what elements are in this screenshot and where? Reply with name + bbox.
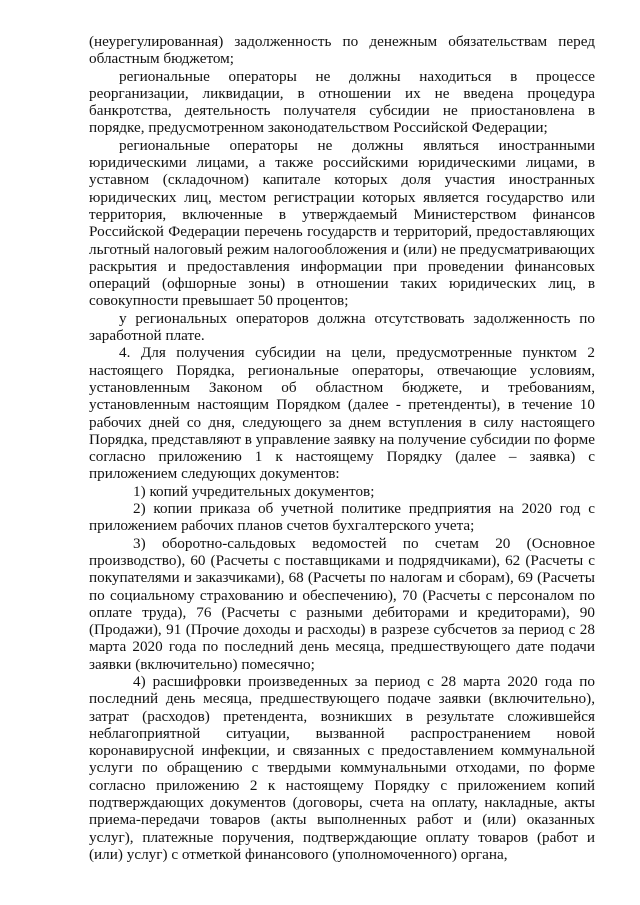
list-item-1-founding-documents: 1) копий учредительных документов; [133, 482, 375, 500]
list-item-3-balance-sheets: 3) оборотно-сальдовых ведомостей по счетам 20 (Основное производство), 60 (Расчеты с поставщиками и подрядчиками), 62 (Расчеты с покупателями и заказчиками), 68 (Расчеты по налогам и сборам), 69 (Расчеты по социальному страхованию и обеспечению), 70 (Расчеты с персоналом по оплате труда), 76 (Расчеты с разными дебиторами и кредиторами), 90 (Продажи), 91 (Прочие доходы и расходы) в разрезе субсчетов за период с 28 марта 2020 года по последний день месяца, предшествующего дате подачи заявки (включительно) помесячно; [89, 534, 595, 673]
paragraph-no-foreign-entities: региональные операторы не должны являться иностранными юридическими лицами, а также российскими юридическими лицами, в уставном (складочном) капитале которых доля участия иностранных юридических лиц, местом регистрации которых является государство или территория, включенные в утверждаемый Министерством финансов Российской Федерации перечень государств и территорий, предоставляющих льготный налоговый режим налогообложения и (или) не предусматривающих раскрытия и предоставления информации при проведении финансовых операций (офшорные зоны) в отношении таких юридических лиц, в совокупности превышает 50 процентов; [89, 136, 595, 310]
paragraph-no-wage-debt: у региональных операторов должна отсутствовать задолженность по заработной плате. [89, 309, 595, 345]
paragraph-clause-4-application: 4. Для получения субсидии на цели, предусмотренные пунктом 2 настоящего Порядка, региональные операторы, отвечающие условиям, установленным Законом об областном бюджете, и требованиям, установленным настоящим Порядком (далее - претенденты), в течение 10 рабочих дней со дня, следующего за днем вступления в силу настоящего Порядка, представляют в управление заявку на получение субсидии по форме согласно приложению 1 к настоящему Порядку (далее – заявка) с приложением следующих документов: [89, 344, 595, 483]
paragraph-budget-debt-end: (неурегулированная) задолженность по денежным обязательствам перед областным бюджетом; [89, 33, 595, 68]
list-item-4-cost-breakdown: 4) расшифровки произведенных за период с 28 марта 2020 года по последний день месяца, предшествующего подаче заявки (включительно), затрат (расходов) претендента, возникших в результате сложившейся неблагоприятной ситуации, вызванной распространением новой коронавирусной инфекции, и связанных с предоставлением коммунальной услуги по обращению с твердыми коммунальными отходами, по форме согласно приложению 2 к настоящему Порядку с приложением копий подтверждающих документов (договоры, счета на оплату, накладные, акты приема-передачи товаров (акты выполненных работ и (или) оказанных услуг), платежные поручения, подтверждающие оплату товаров (работ и (или) услуг) с отметкой финансового (уполномоченного) органа, [89, 672, 595, 863]
document-body [89, 33, 595, 863]
list-item-2-accounting-policy: 2) копии приказа об учетной политике предприятия на 2020 год с приложением рабочих планов счетов бухгалтерского учета; [89, 500, 595, 535]
paragraph-no-reorganization: региональные операторы не должны находиться в процессе реорганизации, ликвидации, в отношении их не введена процедура банкротства, деятельность получателя субсидии не приостановлена в порядке, предусмотренном законодательством Российской Федерации; [89, 67, 595, 137]
